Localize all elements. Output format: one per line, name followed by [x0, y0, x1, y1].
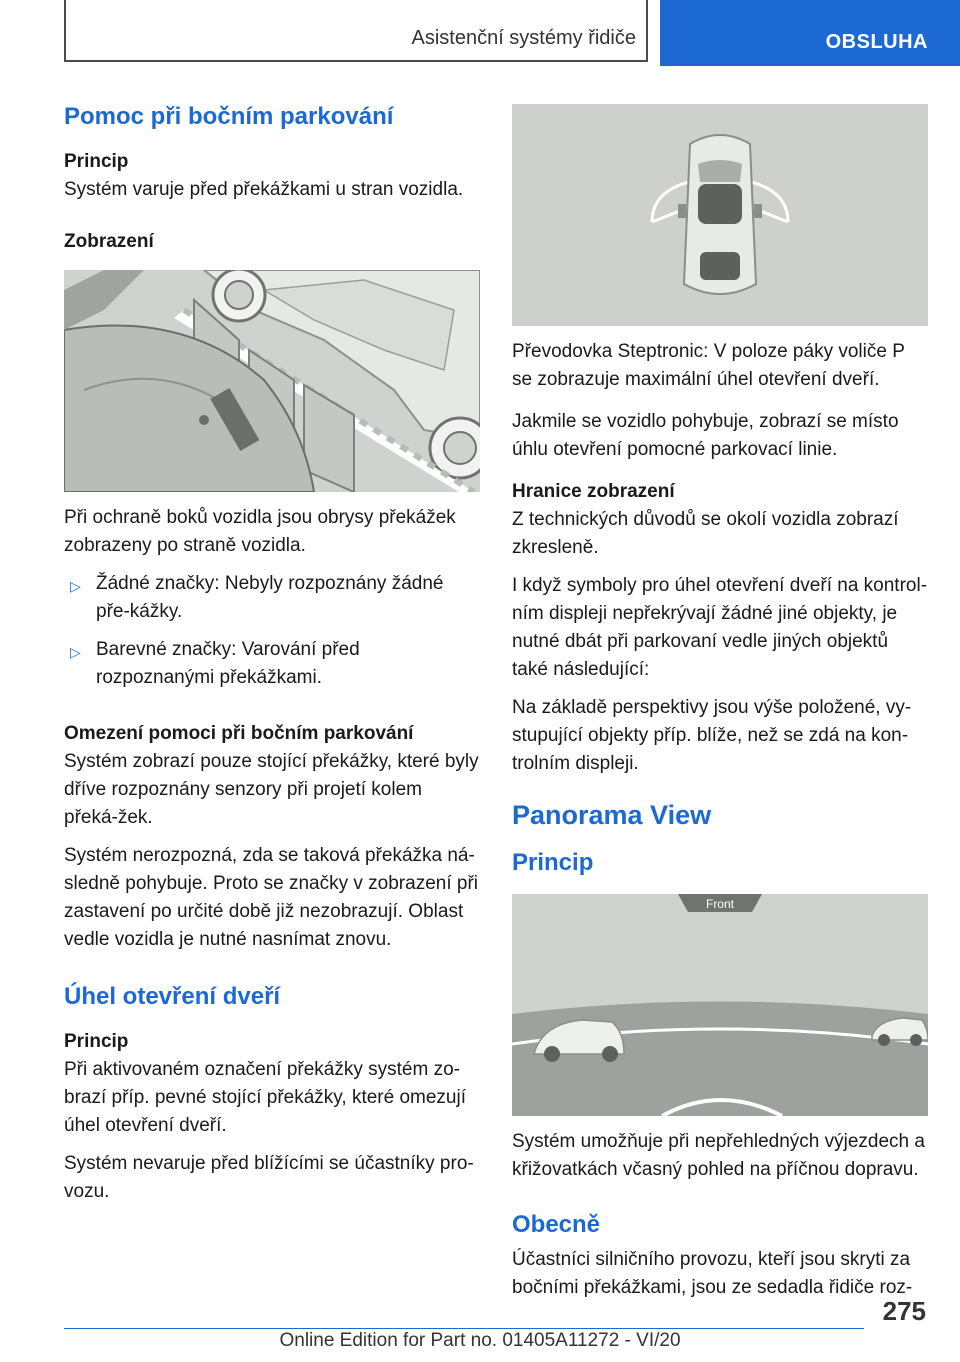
heading-princip: Princip — [64, 1031, 129, 1052]
paragraph: I když symboly pro úhel otevření dveří na kontrol-ním displeji nepřekrývají žádné jiné objekty, je nutné dbát při parkovaní vedle jiných objektů také následující: — [512, 575, 928, 680]
heading-door-angle: Úhel otevření dveří — [64, 983, 281, 1010]
heading-panorama-view: Panorama View — [512, 800, 712, 830]
paragraph: Systém nevaruje před blížícími se účastníky pro-vozu. — [64, 1153, 474, 1202]
triangle-bullet-icon: ▷ — [70, 578, 81, 594]
chapter-tab[interactable]: OBSLUHA — [660, 0, 960, 66]
heading-general: Obecně — [512, 1211, 601, 1238]
header-frame — [64, 0, 648, 62]
right-column — [512, 104, 928, 1312]
paragraph: Systém varuje před překážkami u stran vozidla. — [64, 179, 464, 200]
door-angle-illustration — [512, 104, 928, 326]
paragraph: Jakmile se vozidlo pohybuje, zobrazí se místo úhlu otevření pomocné parkovací linie. — [512, 411, 899, 460]
panorama-view-illustration — [512, 894, 928, 1116]
page-header — [64, 0, 960, 64]
footer-divider — [64, 1328, 864, 1329]
paragraph: Účastníci silničního provozu, kteří jsou skryti za bočními překážkami, jsou ze sedadla řidiče roz- — [512, 1249, 913, 1298]
section-title: Asistenční systémy řidiče — [411, 27, 636, 49]
heading-display-limits: Hranice zobrazení — [512, 481, 675, 502]
paragraph: Systém umožňuje při nepřehledných výjezdech a křižovatkách včasný pohled na příčnou dopravu. — [512, 1131, 925, 1180]
edition-text: Online Edition for Part no. 01405A11272 - VI/20 — [279, 1330, 681, 1351]
page-number: 275 — [882, 1296, 926, 1326]
parking-illustration-image — [64, 270, 480, 492]
paragraph: Převodovka Steptronic: V poloze páky voliče P se zobrazuje maximální úhel otevření dveří. — [512, 341, 905, 390]
heading-princip: Princip — [64, 151, 129, 172]
heading-side-parking: Pomoc při bočním parkování — [64, 103, 394, 130]
heading-princip-blue: Princip — [512, 849, 594, 876]
panorama-image — [512, 894, 928, 1116]
paragraph: Systém nerozpozná, zda se taková překážka ná-sledně pohybuje. Proto se značky v zobrazení při zastavení po určité době již nezobrazují. Oblast vedle vozidla je nutné nasnímat znovu. — [64, 845, 479, 950]
paragraph: Systém zobrazí pouze stojící překážky, které byly dříve rozpoznány senzory při projetí kolem překá-žek. — [64, 751, 479, 828]
footer-edition — [0, 1330, 960, 1352]
paragraph: Při ochraně boků vozidla jsou obrysy překážek zobrazeny po straně vozidla. — [64, 507, 456, 556]
heading-display: Zobrazení — [64, 231, 154, 252]
triangle-bullet-icon: ▷ — [70, 644, 81, 660]
side-protection-illustration — [64, 270, 480, 492]
paragraph: Na základě perspektivy jsou výše položené, vy-stupující objekty příp. blíže, než se zdá na kon-trolním displeji. — [512, 697, 912, 774]
front-label: Front — [705, 897, 735, 911]
paragraph: Z technických důvodů se okolí vozidla zobrazí zkresleně. — [512, 509, 899, 558]
bullet-list — [64, 570, 480, 692]
left-column — [64, 100, 480, 1216]
paragraph: Při aktivovaném označení překážky systém zo-brazí příp. pevné stojící překážky, které omezují úhel otevření dveří. — [64, 1059, 466, 1136]
car-top-view-image — [512, 104, 928, 326]
list-item: ▷ Barevné značky: Varování před rozpoznanými překážkami. — [70, 639, 360, 688]
heading-limits: Omezení pomoci při bočním parkování — [64, 723, 414, 744]
list-item: ▷ Žádné značky: Nebyly rozpoznány žádné pře-kážky. — [70, 573, 444, 622]
